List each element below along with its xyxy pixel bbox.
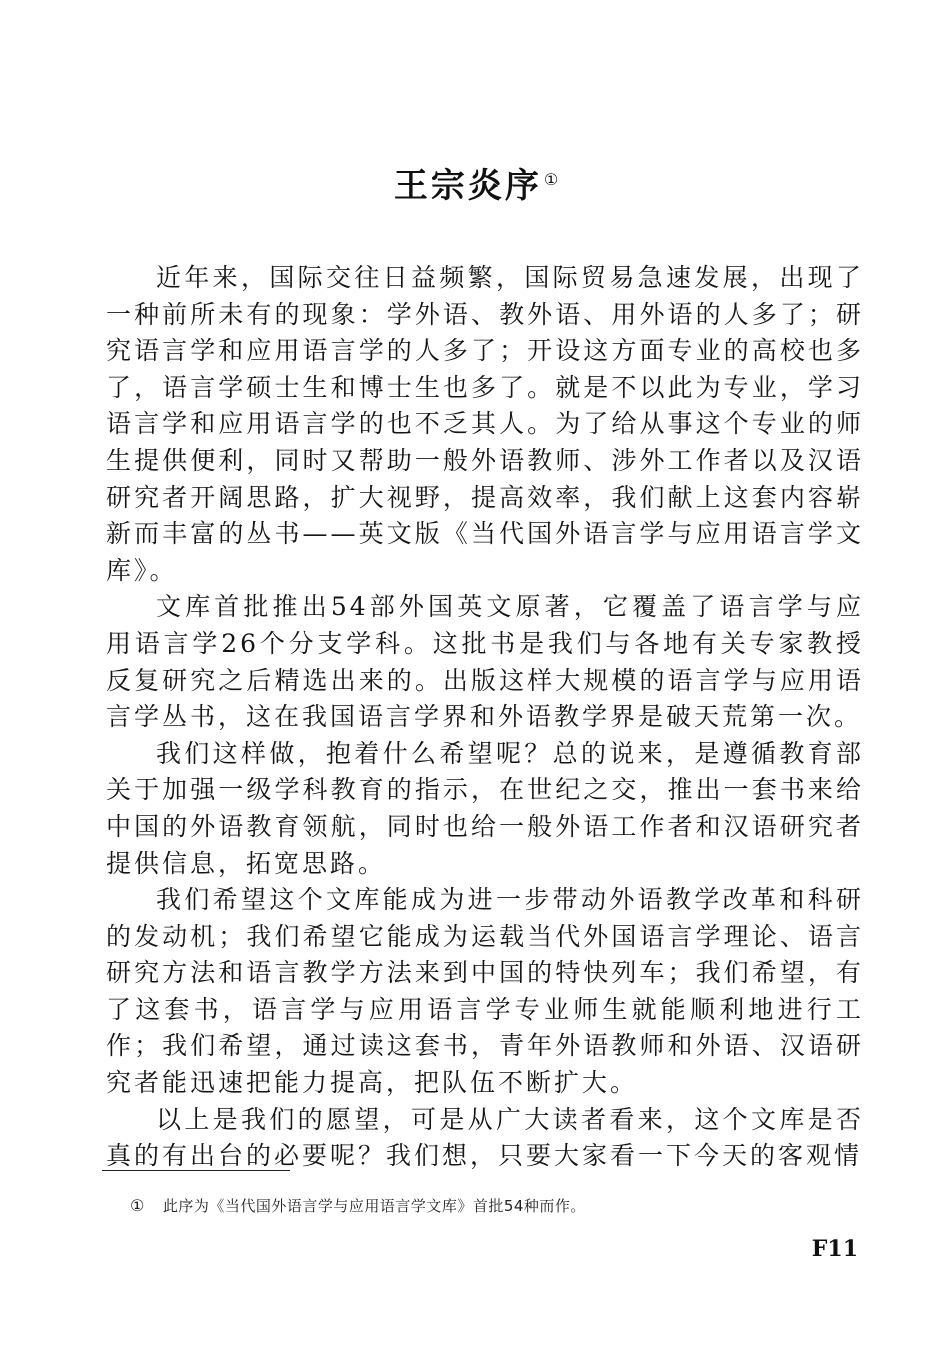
footnote-text: 此序为《当代国外语言学与应用语言学文库》首批54种而作。 bbox=[162, 1197, 586, 1215]
footnote-marker: ① bbox=[130, 1196, 145, 1215]
paragraph-2: 文库首批推出54部外国英文原著，它覆盖了语言学与应用语言学26个分支学科。这批书是我们与各地有关专家教授反复研究之后精选出来的。出版这样大规模的语言学与应用语言学丛书，这在我国语言学界和外语教学界是破天荒第一次。 bbox=[106, 592, 864, 732]
page-number: F11 bbox=[811, 1236, 858, 1262]
paragraph-3: 我们这样做，抱着什么希望呢？总的说来，是遵循教育部关于加强一级学科教育的指示，在世纪之交，推出一套书来给中国的外语教育领航，同时也给一般外语工作者和汉语研究者提供信息，拓宽思路。 bbox=[106, 738, 864, 878]
title-footnote-marker: ① bbox=[543, 169, 559, 189]
paragraph-1: 近年来，国际交往日益频繁，国际贸易急速发展，出现了一种前所未有的现象：学外语、教外语、用外语的人多了；研究语言学和应用语言学的人多了；开设这方面专业的高校也多了，语言学硕士生和博士生也多了。就是不以此为专业，学习语言学和应用语言学的也不乏其人。为了给从事这个专业的师生提供便利，同时又帮助一般外语教师、涉外工作者以及汉语研究者开阔思路，扩大视野，提高效率，我们献上这套内容崭新而丰富的丛书——英文版《当代国外语言学与应用语言学文库》。 bbox=[106, 263, 864, 585]
footnote-divider bbox=[102, 1170, 290, 1171]
paragraph-5: 以上是我们的愿望，可是从广大读者看来，这个文库是否真的有出台的必要呢？我们想，只要大家看一下今天的客观情 bbox=[106, 1104, 864, 1171]
title-text: 王宗炎序 bbox=[393, 166, 542, 206]
paragraph-4: 我们希望这个文库能成为进一步带动外语教学改革和科研的发动机；我们希望它能成为运载当代外国语言学理论、语言研究方法和语言教学方法来到中国的特快列车；我们希望，有了这套书，语言学与应用语言学专业师生就能顺利地进行工作；我们希望，通过读这套书，青年外语教师和外语、汉语研究者能迅速把能力提高，把队伍不断扩大。 bbox=[106, 885, 864, 1098]
footnote bbox=[130, 1195, 586, 1216]
body-text bbox=[106, 260, 864, 1175]
page-title bbox=[0, 158, 952, 207]
